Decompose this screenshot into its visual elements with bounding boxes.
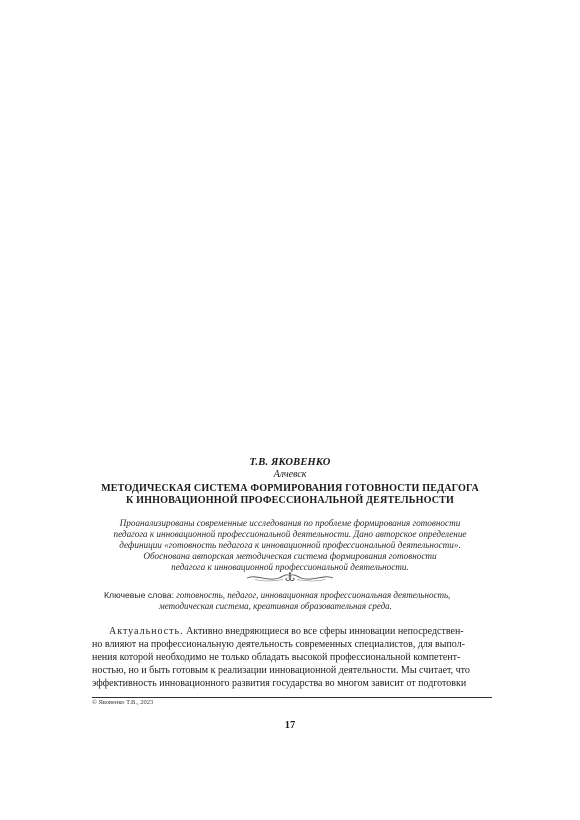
abstract [92, 518, 488, 573]
title-line: К ИННОВАЦИОННОЙ ПРОФЕССИОНАЛЬНОЙ ДЕЯТЕЛЬНОСТИ [125, 495, 455, 506]
abstract-line: педагога к инновационной профессиональной деятельности. [171, 562, 409, 572]
keywords [104, 590, 484, 612]
body-line: но влияют на профессиональную деятельность современных специалистов, для выпол- [92, 639, 465, 650]
footnote-divider [92, 697, 492, 698]
section-lead: Актуальность. [109, 626, 184, 637]
abstract-line: Проанализированы современные исследования по проблеме формирования готовности [119, 518, 461, 528]
abstract-line: педагога к инновационной профессиональной деятельности. Дано авторское определение [113, 529, 467, 539]
body-line [92, 625, 492, 638]
body-line: ностью, но и быть готовым к реализации инновационной деятельности. Мы считает, что [92, 665, 470, 676]
abstract-line: дефиниции «готовность педагога к инновационной профессиональной деятельности». [119, 540, 461, 550]
author-name: Т.В. ЯКОВЕНКО [249, 457, 331, 468]
body-line: эффективность инновационного развития государства во многом зависит от подготовки [92, 678, 467, 689]
title-line: МЕТОДИЧЕСКАЯ СИСТЕМА ФОРМИРОВАНИЯ ГОТОВНОСТИ ПЕДАГОГА [101, 483, 479, 494]
keywords-line: методическая система, креативная образовательная среда. [159, 601, 392, 611]
keywords-label: Ключевые слова: [104, 590, 175, 600]
abstract-line: Обоснована авторская методическая система формирования готовности [143, 551, 437, 561]
article-title [92, 483, 488, 507]
copyright-note: © Яковенко Т.В., 2023 [92, 699, 154, 706]
body-paragraph [92, 625, 492, 690]
page-number: 17 [284, 720, 296, 731]
author-city: Алчевск [273, 469, 307, 480]
body-line-text: Активно внедряющиеся во все сферы инновации непосредствен- [186, 626, 464, 637]
keywords-line: готовность, педагог, инновационная профессиональная деятельность, [176, 590, 451, 600]
body-line: нения которой необходимо не только обладать высокой профессиональной компетент- [92, 652, 461, 663]
decorative-flourish-icon [245, 571, 335, 585]
